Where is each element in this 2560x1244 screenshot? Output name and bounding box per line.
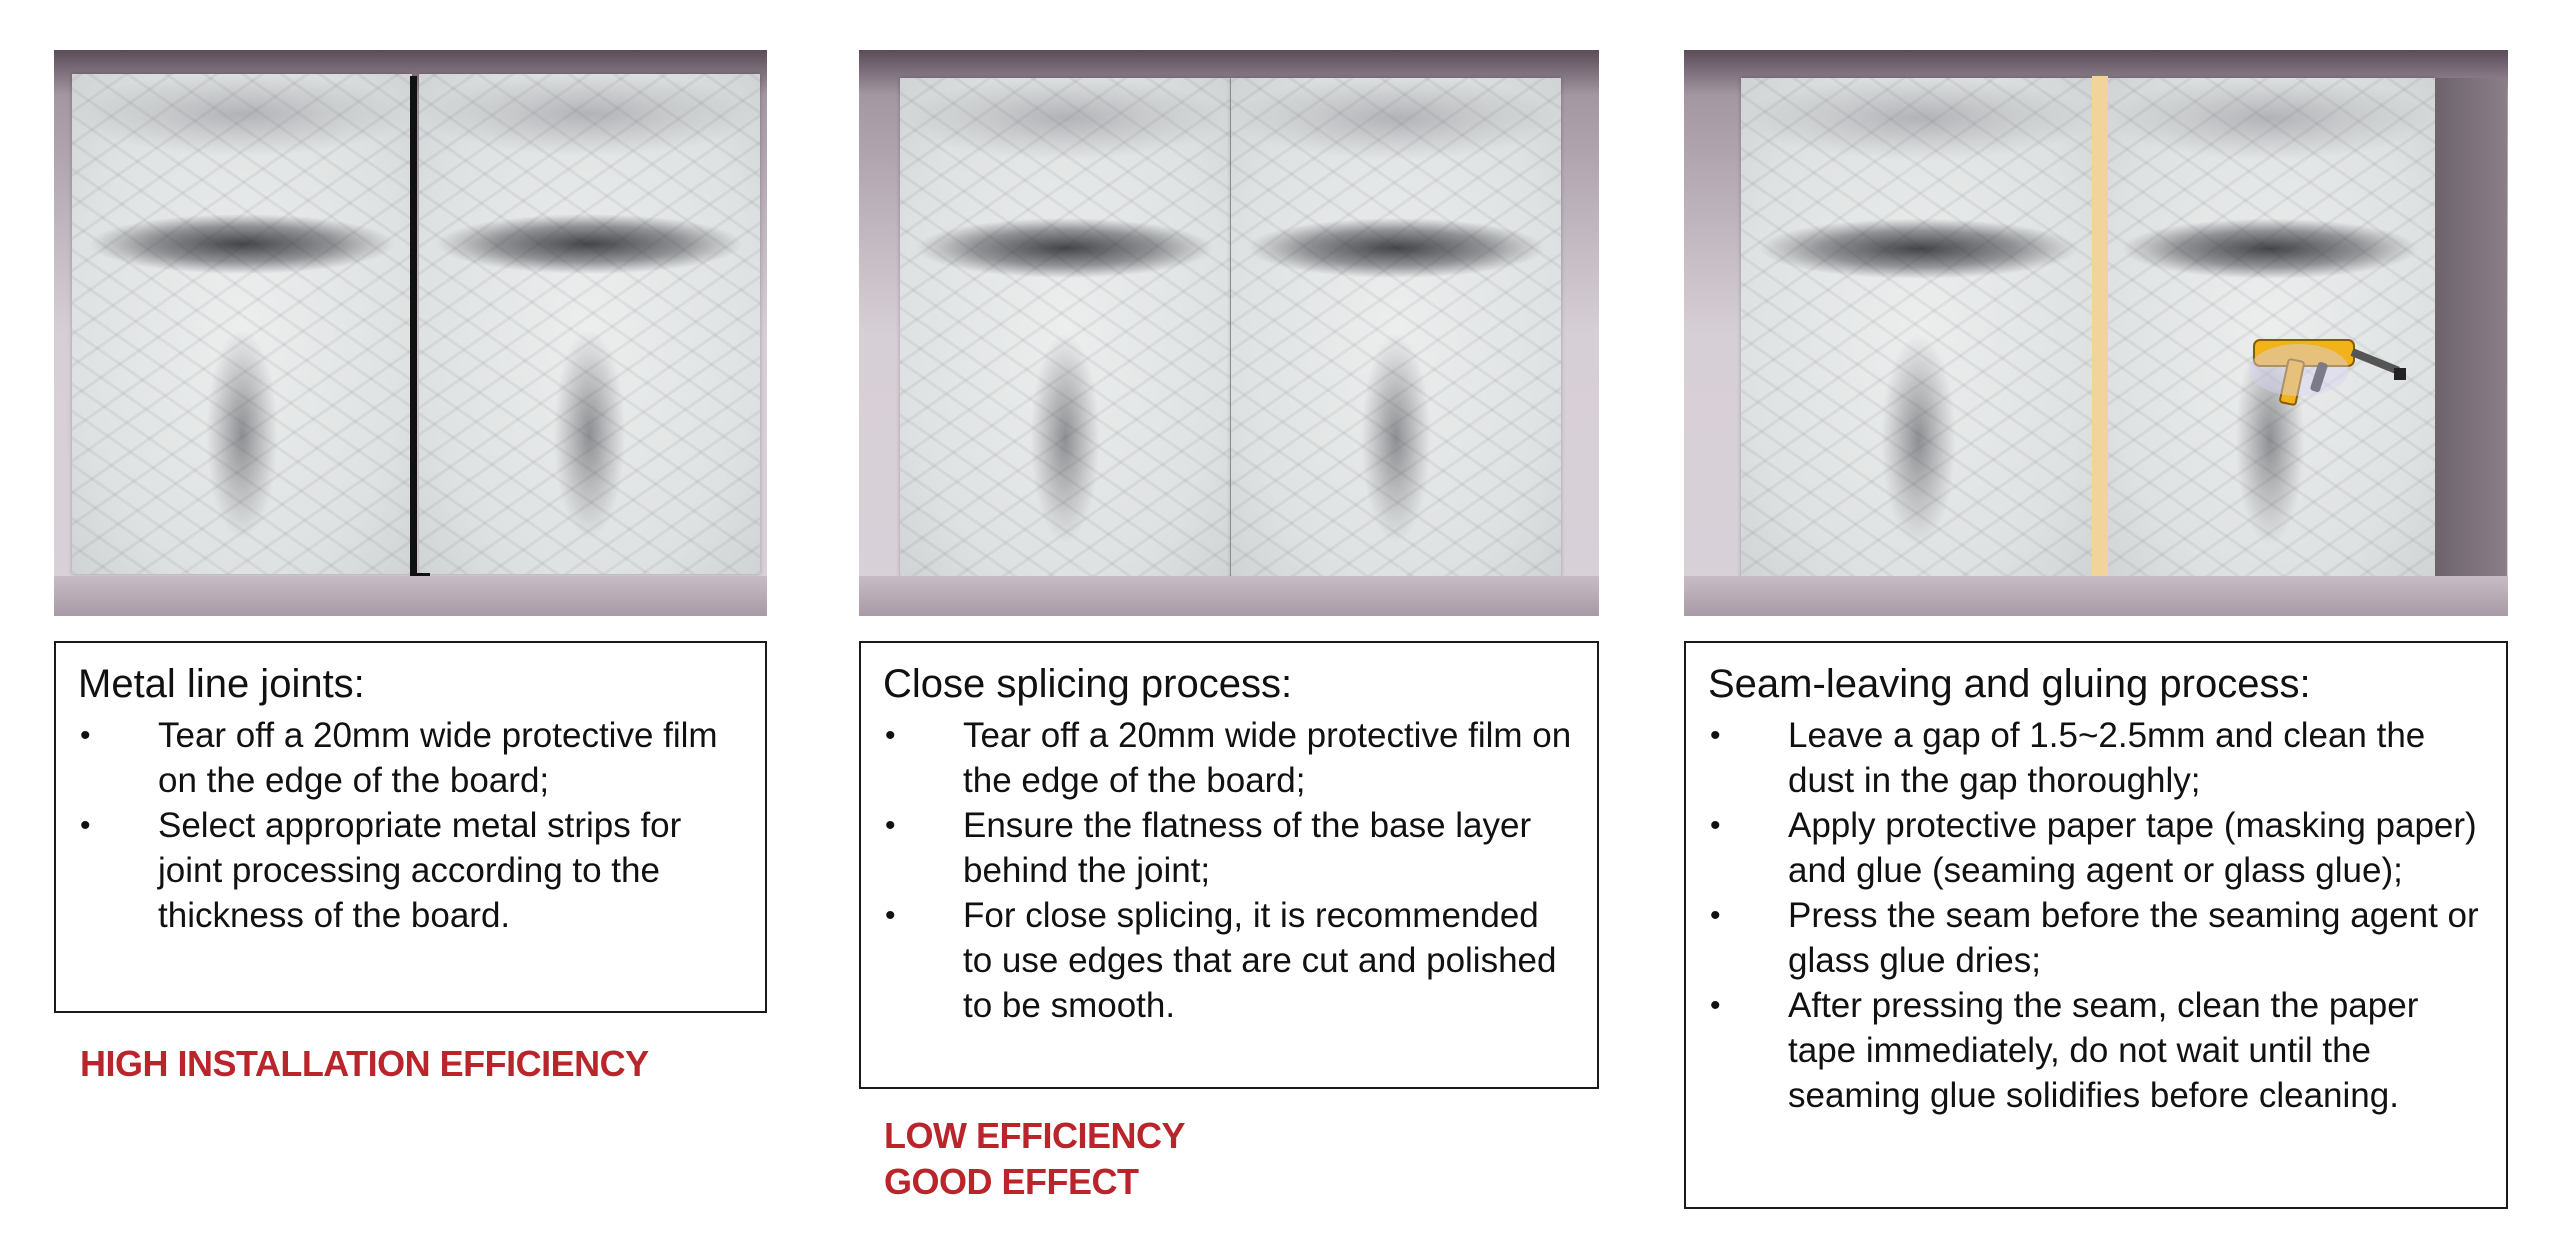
tight-seam: [1230, 78, 1231, 578]
wall-edge: [2435, 78, 2507, 580]
efficiency-tag: [80, 1041, 649, 1087]
bullet-item: • After pressing the seam, clean the paper tape immediately, do not wait until the seaming glue solidifies before cleaning.: [1708, 983, 2486, 1118]
tag-line: HIGH INSTALLATION EFFICIENCY: [80, 1043, 649, 1084]
close-splice-scene: [859, 50, 1599, 616]
metal-joint-description-box: [54, 641, 767, 1013]
efficiency-tag: [884, 1113, 1185, 1205]
bullet-list: [883, 713, 1577, 1028]
close-splice-description-box: [859, 641, 1599, 1089]
tag-line: GOOD EFFECT: [884, 1161, 1139, 1202]
bullet-item: • Leave a gap of 1.5~2.5mm and clean the dust in the gap thoroughly;: [1708, 713, 2486, 803]
metal-joint-scene: [54, 50, 767, 616]
glue-gun-icon: [2244, 310, 2414, 430]
bullet-item: • Tear off a 20mm wide protective film on the edge of the board;: [883, 713, 1577, 803]
bullet-list: [1708, 713, 2486, 1118]
gluing-scene: [1684, 50, 2508, 616]
metal-strip-foot: [410, 573, 430, 580]
tag-line: LOW EFFICIENCY: [884, 1115, 1185, 1156]
gluing-description-box: [1684, 641, 2508, 1209]
panel-title: Metal line joints:: [78, 662, 365, 706]
marble-slab-right: [419, 74, 760, 574]
marble-slab-left: [1741, 78, 2096, 580]
marble-slab-left: [72, 74, 412, 574]
bullet-item: • Select appropriate metal strips for joint processing according to the thickness of the board.: [78, 803, 745, 938]
bullet-item: • Press the seam before the seaming agent or glass glue dries;: [1708, 893, 2486, 983]
bullet-item: • Apply protective paper tape (masking paper) and glue (seaming agent or glass glue);: [1708, 803, 2486, 893]
bullet-item: • Ensure the flatness of the base layer behind the joint;: [883, 803, 1577, 893]
marble-slab-left: [900, 78, 1230, 578]
masking-paper-tape: [2092, 76, 2108, 582]
metal-strip: [410, 76, 417, 580]
bullet-item: • For close splicing, it is recommended to use edges that are cut and polished to be smooth.: [883, 893, 1577, 1028]
panel-title: Seam-leaving and gluing process:: [1708, 662, 2311, 706]
bullet-item: • Tear off a 20mm wide protective film on the edge of the board;: [78, 713, 745, 803]
bullet-list: [78, 713, 745, 938]
marble-slab-right: [1231, 78, 1561, 578]
panel-title: Close splicing process:: [883, 662, 1293, 706]
